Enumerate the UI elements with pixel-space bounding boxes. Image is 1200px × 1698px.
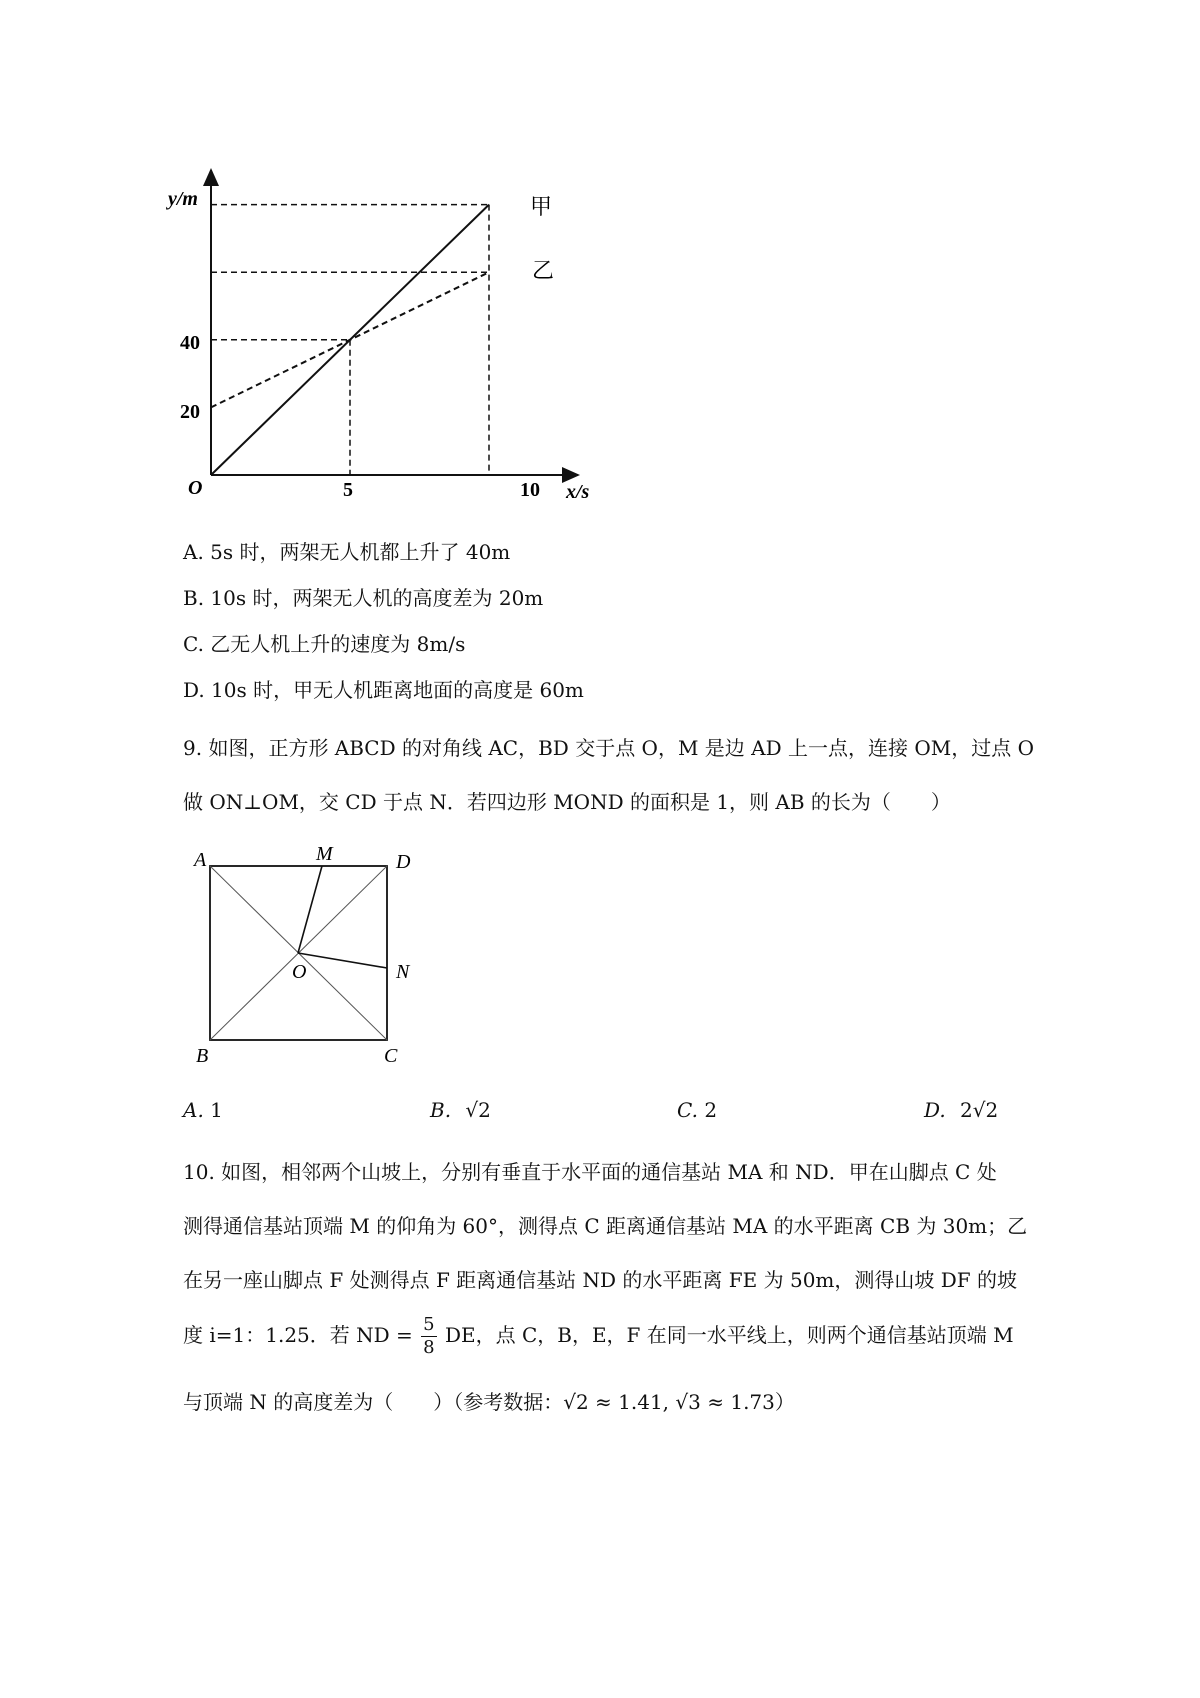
series-label-yi: 乙 (532, 258, 555, 283)
q9-option-a-letter: A. (183, 1098, 204, 1122)
x-tick-5: 5 (343, 479, 353, 501)
q10-line-4 (183, 1314, 1014, 1359)
label-a: A (194, 849, 207, 871)
q8-option-a: A. 5s 时，两架无人机都上升了 40m (183, 540, 511, 564)
q9-option-b (430, 1096, 491, 1124)
q8-option-c: C. 乙无人机上升的速度为 8m/s (183, 632, 466, 656)
q9-option-d-value: 2√2 (960, 1098, 999, 1122)
label-m: M (316, 843, 333, 865)
fraction-5-8 (421, 1314, 436, 1359)
q10-line-1: 10. 如图，相邻两个山坡上，分别有垂直于水平面的通信基站 MA 和 ND．甲在山脚点 C 处 (183, 1160, 997, 1184)
q8-option-d: D. 10s 时，甲无人机距离地面的高度是 60m (183, 678, 584, 702)
label-o: O (292, 961, 307, 983)
segment-om (298, 866, 322, 953)
y-tick-20: 20 (180, 401, 200, 423)
q9-line-2: 做 ON⊥OM，交 CD 于点 N．若四边形 MOND 的面积是 1，则 AB 的长为（ ） (183, 790, 951, 814)
y-axis-label: y/m (168, 188, 198, 210)
q9-option-d-letter: D. (924, 1098, 946, 1122)
q9-option-c (677, 1096, 717, 1124)
series-label-jia: 甲 (530, 194, 553, 219)
q10-line-4-b: DE，点 C，B，E，F 在同一水平线上，则两个通信基站顶端 M (444, 1323, 1014, 1347)
q9-option-d (924, 1096, 998, 1124)
q10-line-4-a: 度 i=1：1.25．若 ND = (183, 1323, 413, 1347)
label-c: C (384, 1045, 398, 1065)
q9-figure (190, 835, 430, 1065)
q9-line-1: 9. 如图，正方形 ABCD 的对角线 AC，BD 交于点 O，M 是边 AD 上一点，连接 OM，过点 O (183, 736, 1034, 760)
y-tick-40: 40 (180, 332, 200, 354)
origin-label: O (188, 477, 203, 499)
q10-line-2: 测得通信基站顶端 M 的仰角为 60°，测得点 C 距离通信基站 MA 的水平距离 CB 为 30m；乙 (183, 1214, 1028, 1238)
q8-graph (160, 150, 600, 510)
label-b: B (196, 1045, 209, 1065)
q9-option-a (183, 1096, 223, 1124)
label-d: D (396, 851, 411, 873)
q9-option-a-value: 1 (210, 1098, 223, 1122)
fraction-numerator: 5 (423, 1314, 435, 1335)
q9-option-c-letter: C. (677, 1098, 698, 1122)
q10-line-3: 在另一座山脚点 F 处测得点 F 距离通信基站 ND 的水平距离 FE 为 50m，测得山坡 DF 的坡 (183, 1268, 1018, 1292)
q9-option-c-value: 2 (704, 1098, 718, 1122)
q8-option-b: B. 10s 时，两架无人机的高度差为 20m (183, 586, 544, 610)
q9-option-b-letter: B. (430, 1098, 452, 1122)
q9-option-b-value: √2 (465, 1098, 491, 1122)
x-tick-10: 10 (520, 479, 540, 501)
fraction-denominator: 8 (423, 1337, 435, 1358)
q10-line-5: 与顶端 N 的高度差为（ ）（参考数据：√2 ≈ 1.41, √3 ≈ 1.73） (183, 1390, 795, 1414)
x-axis-label: x/s (566, 481, 590, 503)
label-n: N (396, 961, 410, 983)
